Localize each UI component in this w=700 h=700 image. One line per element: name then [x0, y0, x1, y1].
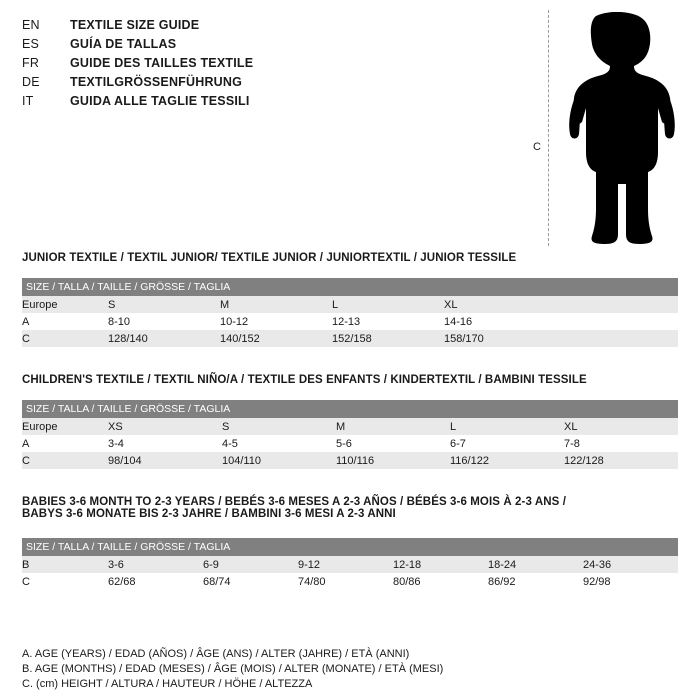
cell: 12-18 [393, 556, 488, 573]
cell: 86/92 [488, 573, 583, 590]
table-junior-header-label: SIZE / TALLA / TAILLE / GRÖSSE / TAGLIA [22, 278, 678, 296]
table-junior-header-row [22, 278, 678, 296]
cell: XL [564, 418, 678, 435]
table-babies-header-label: SIZE / TALLA / TAILLE / GRÖSSE / TAGLIA [22, 538, 678, 556]
table-children-header-row [22, 400, 678, 418]
language-row-fr [22, 56, 352, 75]
language-row-en [22, 18, 352, 37]
cell: 80/86 [393, 573, 488, 590]
language-code-es: ES [22, 37, 40, 51]
table-row [22, 435, 678, 452]
table-babies [22, 538, 678, 590]
cell: XL [444, 296, 678, 313]
row-key-a: A [22, 313, 108, 330]
cell: 68/74 [203, 573, 298, 590]
cell: 4-5 [222, 435, 336, 452]
row-key-c: C [22, 573, 108, 590]
language-titles [22, 18, 352, 113]
legend-row-c: C. (cm) HEIGHT / ALTURA / HAUTEUR / HÖHE / ALTEZZA [22, 678, 313, 690]
row-key-europe: Europe [22, 418, 108, 435]
cell: 3-6 [108, 556, 203, 573]
legend-row-a: A. AGE (YEARS) / EDAD (AÑOS) / ÂGE (ANS) / ALTER (JAHRE) / ETÀ (ANNI) [22, 648, 410, 660]
table-row [22, 296, 678, 313]
table-row [22, 313, 678, 330]
section-title-babies [22, 496, 566, 520]
language-row-es [22, 37, 352, 56]
cell: 8-10 [108, 313, 220, 330]
row-key-c: C [22, 330, 108, 347]
cell: 12-13 [332, 313, 444, 330]
cell: S [108, 296, 220, 313]
child-silhouette-icon [560, 12, 680, 249]
table-junior [22, 278, 678, 347]
cell: 158/170 [444, 330, 678, 347]
language-title-es: GUÍA DE TALLAS [70, 37, 177, 51]
cell: 5-6 [336, 435, 450, 452]
cell: 98/104 [108, 452, 222, 469]
row-key-b: B [22, 556, 108, 573]
section-title-junior: JUNIOR TEXTILE / TEXTIL JUNIOR/ TEXTILE JUNIOR / JUNIORTEXTIL / JUNIOR TESSILE [22, 252, 517, 264]
cell: 3-4 [108, 435, 222, 452]
cell: 110/116 [336, 452, 450, 469]
table-row [22, 418, 678, 435]
language-row-it [22, 94, 352, 113]
table-children-header-label: SIZE / TALLA / TAILLE / GRÖSSE / TAGLIA [22, 400, 678, 418]
cell: 122/128 [564, 452, 678, 469]
cell: L [450, 418, 564, 435]
measurement-figure [520, 8, 690, 248]
row-key-europe: Europe [22, 296, 108, 313]
cell: 24-36 [583, 556, 678, 573]
language-code-de: DE [22, 75, 40, 89]
section-title-children: CHILDREN'S TEXTILE / TEXTIL NIÑO/A / TEXTILE DES ENFANTS / KINDERTEXTIL / BAMBINI TESSILE [22, 374, 587, 386]
table-row [22, 573, 678, 590]
cell: 128/140 [108, 330, 220, 347]
table-row [22, 452, 678, 469]
cell: 104/110 [222, 452, 336, 469]
legend [22, 647, 622, 692]
cell: 10-12 [220, 313, 332, 330]
language-code-en: EN [22, 18, 40, 32]
cell: 6-7 [450, 435, 564, 452]
table-children [22, 400, 678, 469]
cell: L [332, 296, 444, 313]
cell: 9-12 [298, 556, 393, 573]
cell: 74/80 [298, 573, 393, 590]
row-key-c: C [22, 452, 108, 469]
table-row [22, 330, 678, 347]
language-title-it: GUIDA ALLE TAGLIE TESSILI [70, 94, 250, 108]
row-key-a: A [22, 435, 108, 452]
cell: 62/68 [108, 573, 203, 590]
language-title-de: TEXTILGRÖSSENFÜHRUNG [70, 75, 243, 89]
cell: M [220, 296, 332, 313]
cell: 14-16 [444, 313, 678, 330]
legend-row-b: B. AGE (MONTHS) / EDAD (MESES) / ÂGE (MOIS) / ALTER (MONATE) / ETÀ (MESI) [22, 663, 444, 675]
language-title-en: TEXTILE SIZE GUIDE [70, 18, 200, 32]
language-code-it: IT [22, 94, 34, 108]
table-row [22, 556, 678, 573]
cell: S [222, 418, 336, 435]
cell: 116/122 [450, 452, 564, 469]
cell: 6-9 [203, 556, 298, 573]
cell: 152/158 [332, 330, 444, 347]
height-measure-label: C [533, 141, 541, 153]
cell: M [336, 418, 450, 435]
cell: 7-8 [564, 435, 678, 452]
cell: 92/98 [583, 573, 678, 590]
language-title-fr: GUIDE DES TAILLES TEXTILE [70, 56, 254, 70]
cell: XS [108, 418, 222, 435]
language-code-fr: FR [22, 56, 40, 70]
cell: 140/152 [220, 330, 332, 347]
height-guide-line [548, 10, 549, 246]
section-title-babies-line2: BABYS 3-6 MONATE BIS 2-3 JAHRE / BAMBINI 3-6 MESI A 2-3 ANNI [22, 508, 396, 520]
section-title-babies-line1: BABIES 3-6 MONTH TO 2-3 YEARS / BEBÉS 3-6 MESES A 2-3 AÑOS / BÉBÉS 3-6 MOIS À 2-3 ANS / [22, 496, 566, 508]
language-row-de [22, 75, 352, 94]
table-babies-header-row [22, 538, 678, 556]
cell: 18-24 [488, 556, 583, 573]
